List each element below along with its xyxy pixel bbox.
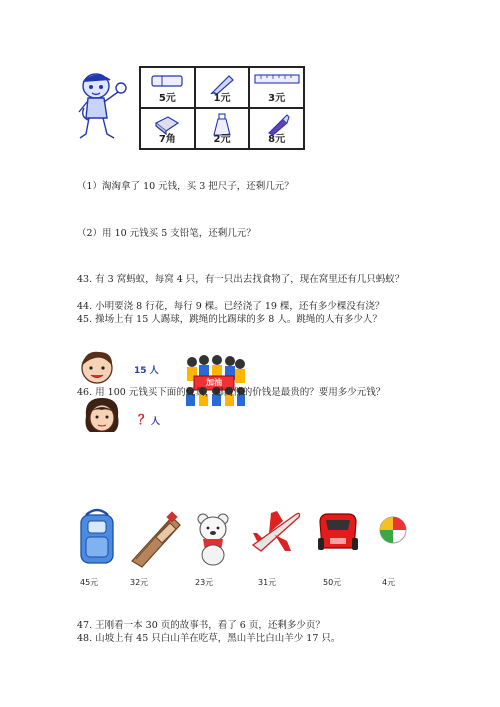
- eraser-icon: [150, 72, 184, 90]
- price-label: 7角: [158, 134, 176, 145]
- price-cell: [195, 108, 250, 149]
- ball-icon: [378, 515, 408, 549]
- price-table: [139, 66, 305, 150]
- question-47: 47. 王刚看一本 30 页的故事书，看了 6 页，还剩多少页？: [77, 620, 325, 631]
- price-label: 2元: [213, 134, 231, 145]
- question-43: 43. 有 3 窝蚂蚁，每窝 4 只，有一只出去找食物了，现在窝里还有几只蚂蚁？: [77, 274, 405, 285]
- price-cell: [195, 67, 250, 108]
- girl-face-icon: [80, 396, 124, 436]
- toy-price: 4元: [382, 578, 396, 587]
- price-cell: [249, 67, 304, 108]
- count-unit: 人: [151, 417, 161, 427]
- backpack-icon: [76, 507, 118, 571]
- boy-illustration-icon: [74, 68, 132, 146]
- banner-text: 加油: [206, 378, 222, 387]
- toy-price: 32元: [130, 578, 149, 587]
- toy-price: 31元: [258, 578, 277, 587]
- question-45: 45. 操场上有 15 人踢球，跳绳的比踢球的多 8 人。跳绳的人有多少人？: [77, 314, 382, 325]
- count-top-label: 15 人: [134, 366, 159, 376]
- cheering-children-icon: [184, 354, 246, 412]
- price-label: 3元: [268, 93, 286, 104]
- boy-face-icon: [77, 348, 117, 386]
- ruler-icon: [254, 72, 300, 86]
- car-icon: [316, 508, 360, 560]
- toy-price: 23元: [195, 578, 214, 587]
- price-cell: [140, 108, 195, 149]
- question-46: 46. 用 100 元钱买下面的玩具，哪两件的价钱是最贵的？要用多少元钱？: [77, 387, 386, 398]
- question-mark: ？: [138, 413, 152, 428]
- question-48: 48. 山坡上有 45 只白山羊在吃草，黑山羊比白山羊少 17 只。: [77, 633, 341, 644]
- airplane-icon: [249, 507, 303, 561]
- count-bottom-label: [138, 409, 160, 428]
- price-cell: [249, 108, 304, 149]
- teddy-bear-icon: [195, 511, 231, 571]
- price-cell: [140, 67, 195, 108]
- ship-icon: [126, 503, 186, 573]
- price-label: 8元: [268, 134, 286, 145]
- question-44: 44. 小明要浇 8 行花，每行 9 棵。已经浇了 19 棵，还有多少棵没有浇？: [77, 301, 385, 312]
- toy-price: 50元: [323, 578, 342, 587]
- price-label: 1元: [213, 93, 231, 104]
- question-1: （1）淘淘拿了 10 元钱，买 3 把尺子，还剩几元？: [77, 181, 294, 192]
- toy-price: 45元: [80, 578, 99, 587]
- question-2: （2）用 10 元钱买 5 支铅笔，还剩几元？: [77, 228, 256, 239]
- price-label: 5元: [158, 93, 176, 104]
